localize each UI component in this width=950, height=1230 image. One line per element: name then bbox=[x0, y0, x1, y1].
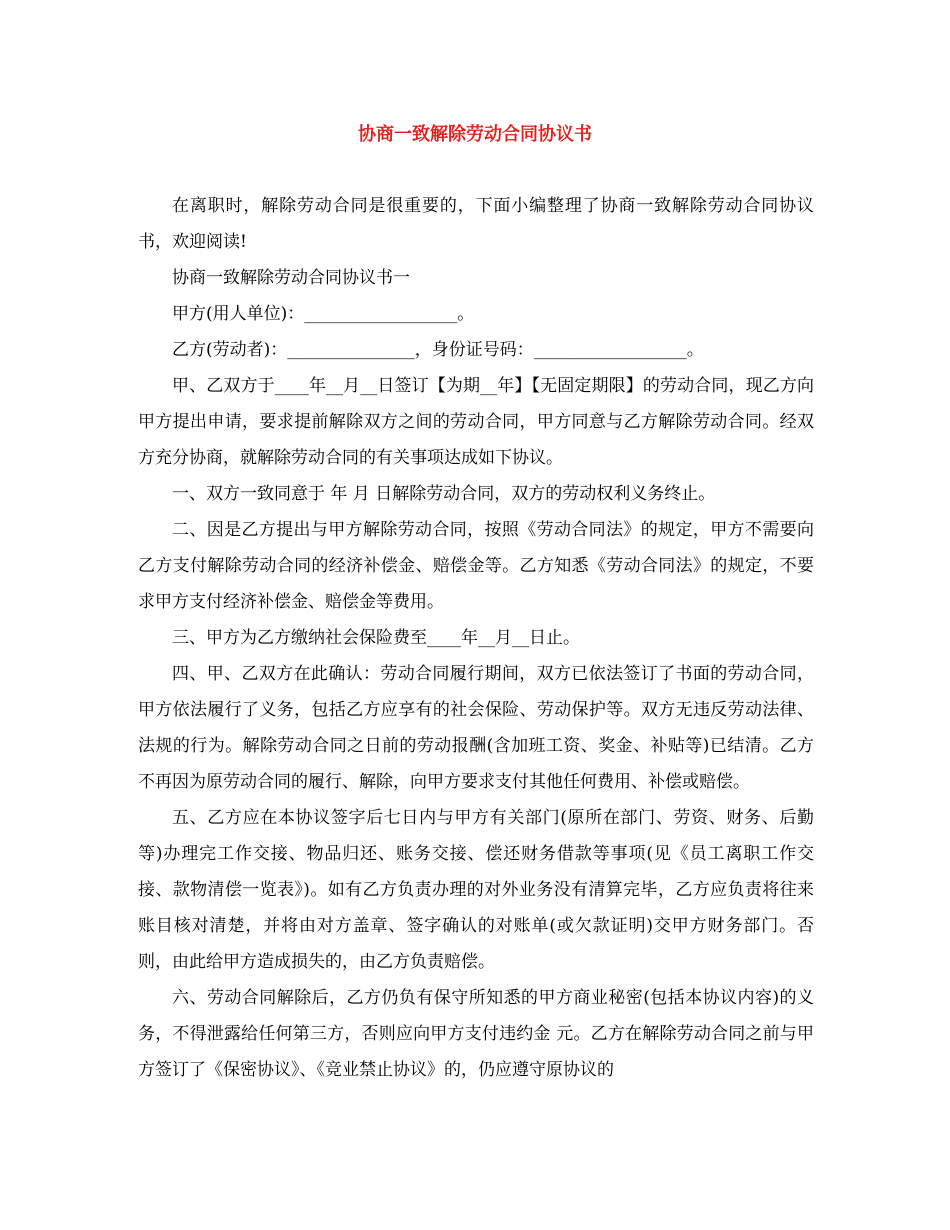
document-body bbox=[138, 188, 814, 1088]
paragraph-subtitle: 协商一致解除劳动合同协议书一 bbox=[172, 268, 410, 288]
document-title: 协商一致解除劳动合同协议书 bbox=[358, 124, 592, 145]
paragraph-intro: 在离职时，解除劳动合同是很重要的，下面小编整理了协商一致解除劳动合同协议书，欢迎阅读! bbox=[138, 196, 814, 252]
paragraph-clause-4: 四、甲、乙双方在此确认：劳动合同履行期间，双方已依法签订了书面的劳动合同，甲方依法履行了义务，包括乙方应享有的社会保险、劳动保护等。双方无违反劳动法律、法规的行为。解除劳动合同之日前的劳动报酬(含加班工资、奖金、补贴等)已结清。乙方不再因为原劳动合同的履行、解除，向甲方要求支付其他任何费用、补偿或赔偿。 bbox=[138, 664, 814, 792]
paragraph-preamble: 甲、乙双方于____年__月__日签订【为期__年】【无固定期限】的劳动合同，现乙方向甲方提出申请，要求提前解除双方之间的劳动合同，甲方同意与乙方解除劳动合同。经双方充分协商，就解除劳动合同的有关事项达成如下协议。 bbox=[138, 376, 814, 468]
paragraph-clause-2: 二、因是乙方提出与甲方解除劳动合同，按照《劳动合同法》的规定，甲方不需要向乙方支付解除劳动合同的经济补偿金、赔偿金等。乙方知悉《劳动合同法》的规定，不要求甲方支付经济补偿金、赔偿金等费用。 bbox=[138, 520, 814, 612]
paragraph-party-b: 乙方(劳动者)：_______________，身份证号码：__________________。 bbox=[172, 340, 704, 360]
paragraph-clause-3: 三、甲方为乙方缴纳社会保险费至____年__月__日止。 bbox=[172, 628, 580, 648]
paragraph-clause-1: 一、双方一致同意于 年 月 日解除劳动合同，双方的劳动权利义务终止。 bbox=[172, 484, 716, 504]
paragraph-clause-5: 五、乙方应在本协议签字后七日内与甲方有关部门(原所在部门、劳资、财务、后勤等)办理完工作交接、物品归还、账务交接、偿还财务借款等事项(见《员工离职工作交接、款物清偿一览表》)。如有乙方负责办理的对外业务没有清算完毕，乙方应负责将往来账目核对清楚，并将由对方盖章、签字确认的对账单(或欠款证明)交甲方财务部门。否则，由此给甲方造成损失的，由乙方负责赔偿。 bbox=[138, 808, 814, 972]
paragraph-clause-6: 六、劳动合同解除后，乙方仍负有保守所知悉的甲方商业秘密(包括本协议内容)的义务，不得泄露给任何第三方，否则应向甲方支付违约金 元。乙方在解除劳动合同之前与甲方签订了《保密协议》、《竞业禁止协议》的，仍应遵守原协议的 bbox=[138, 988, 814, 1080]
paragraph-party-a: 甲方(用人单位)：__________________。 bbox=[172, 304, 475, 324]
